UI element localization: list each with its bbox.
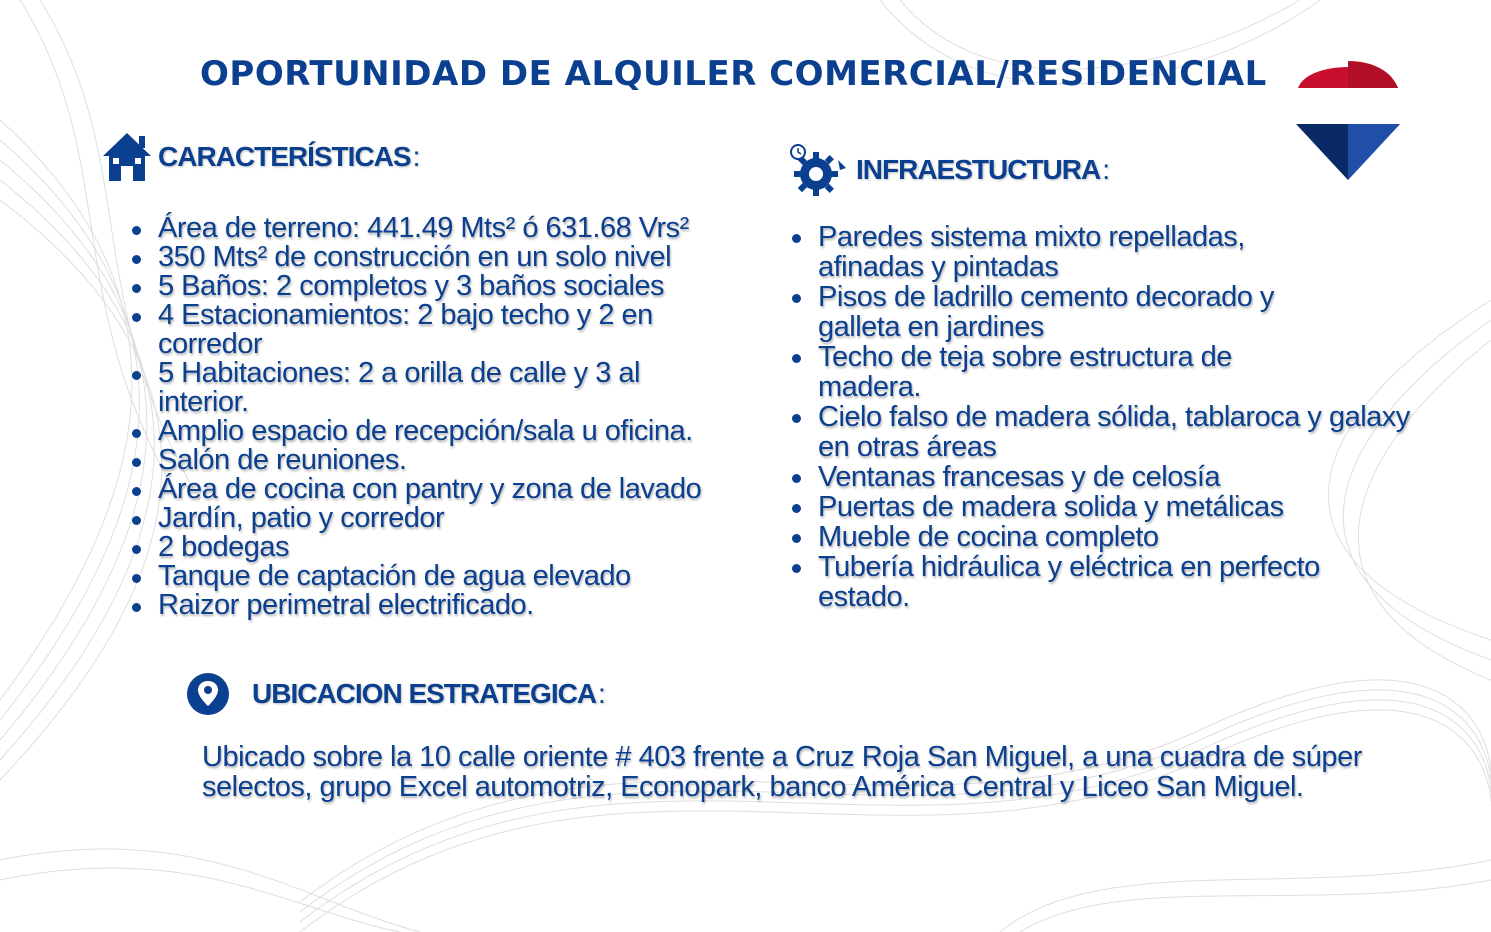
list-item: Tubería hidráulica y eléctrica en perfecto estado.	[790, 552, 1418, 612]
infraestructura-heading	[786, 142, 1109, 198]
list-item: Ventanas francesas y de celosía	[790, 462, 1410, 492]
caracteristicas-heading-label: CARACTERÍSTICAS	[158, 141, 411, 172]
caracteristicas-heading	[100, 130, 419, 184]
list-item: Salón de reuniones.	[130, 446, 780, 475]
list-item: Tanque de captación de agua elevado	[130, 562, 780, 591]
infraestructura-heading-colon: :	[1102, 154, 1109, 185]
list-item: Mueble de cocina completo	[790, 522, 1410, 552]
caracteristicas-heading-colon: :	[412, 141, 420, 172]
list-item: Puertas de madera solida y metálicas	[790, 492, 1410, 522]
house-icon	[100, 130, 154, 184]
location-pin-icon	[186, 672, 230, 716]
balloon-logo-icon	[1294, 52, 1402, 184]
caracteristicas-list	[130, 214, 780, 620]
ubicacion-description: Ubicado sobre la 10 calle oriente # 403 frente a Cruz Roja San Miguel, a una cuadra de súper selectos, grupo Excel automotriz, Econopark, banco América Central y Liceo San Miguel.	[202, 741, 1362, 803]
infraestructura-list	[790, 222, 1410, 612]
ubicacion-heading	[186, 672, 605, 716]
page-title: OPORTUNIDAD DE ALQUILER COMERCIAL/RESIDENCIAL	[200, 54, 1267, 94]
list-item: 5 Baños: 2 completos y 3 baños sociales	[130, 272, 780, 301]
list-item: Área de cocina con pantry y zona de lavado	[130, 475, 780, 504]
infraestructura-heading-label: INFRAESTUCTURA	[856, 154, 1101, 185]
list-item: Pisos de ladrillo cemento decorado y galleta en jardines	[790, 282, 1358, 342]
list-item: Área de terreno: 441.49 Mts² ó 631.68 Vrs²	[130, 214, 780, 243]
list-item: Techo de teja sobre estructura de madera.	[790, 342, 1318, 402]
ubicacion-heading-label: UBICACION ESTRATEGICA	[252, 678, 597, 709]
list-item: 2 bodegas	[130, 533, 780, 562]
list-item: Jardín, patio y corredor	[130, 504, 780, 533]
ubicacion-heading-colon: :	[598, 678, 605, 709]
gear-clock-icon	[786, 142, 852, 198]
list-item: 4 Estacionamientos: 2 bajo techo y 2 en corredor	[130, 301, 718, 359]
list-item: 350 Mts² de construcción en un solo nivel	[130, 243, 780, 272]
list-item: 5 Habitaciones: 2 a orilla de calle y 3 al interior.	[130, 359, 718, 417]
list-item: Cielo falso de madera sólida, tablaroca y galaxy en otras áreas	[790, 402, 1418, 462]
list-item: Amplio espacio de recepción/sala u oficina.	[130, 417, 780, 446]
list-item: Raizor perimetral electrificado.	[130, 591, 780, 620]
list-item: Paredes sistema mixto repelladas, afinadas y pintadas	[790, 222, 1318, 282]
